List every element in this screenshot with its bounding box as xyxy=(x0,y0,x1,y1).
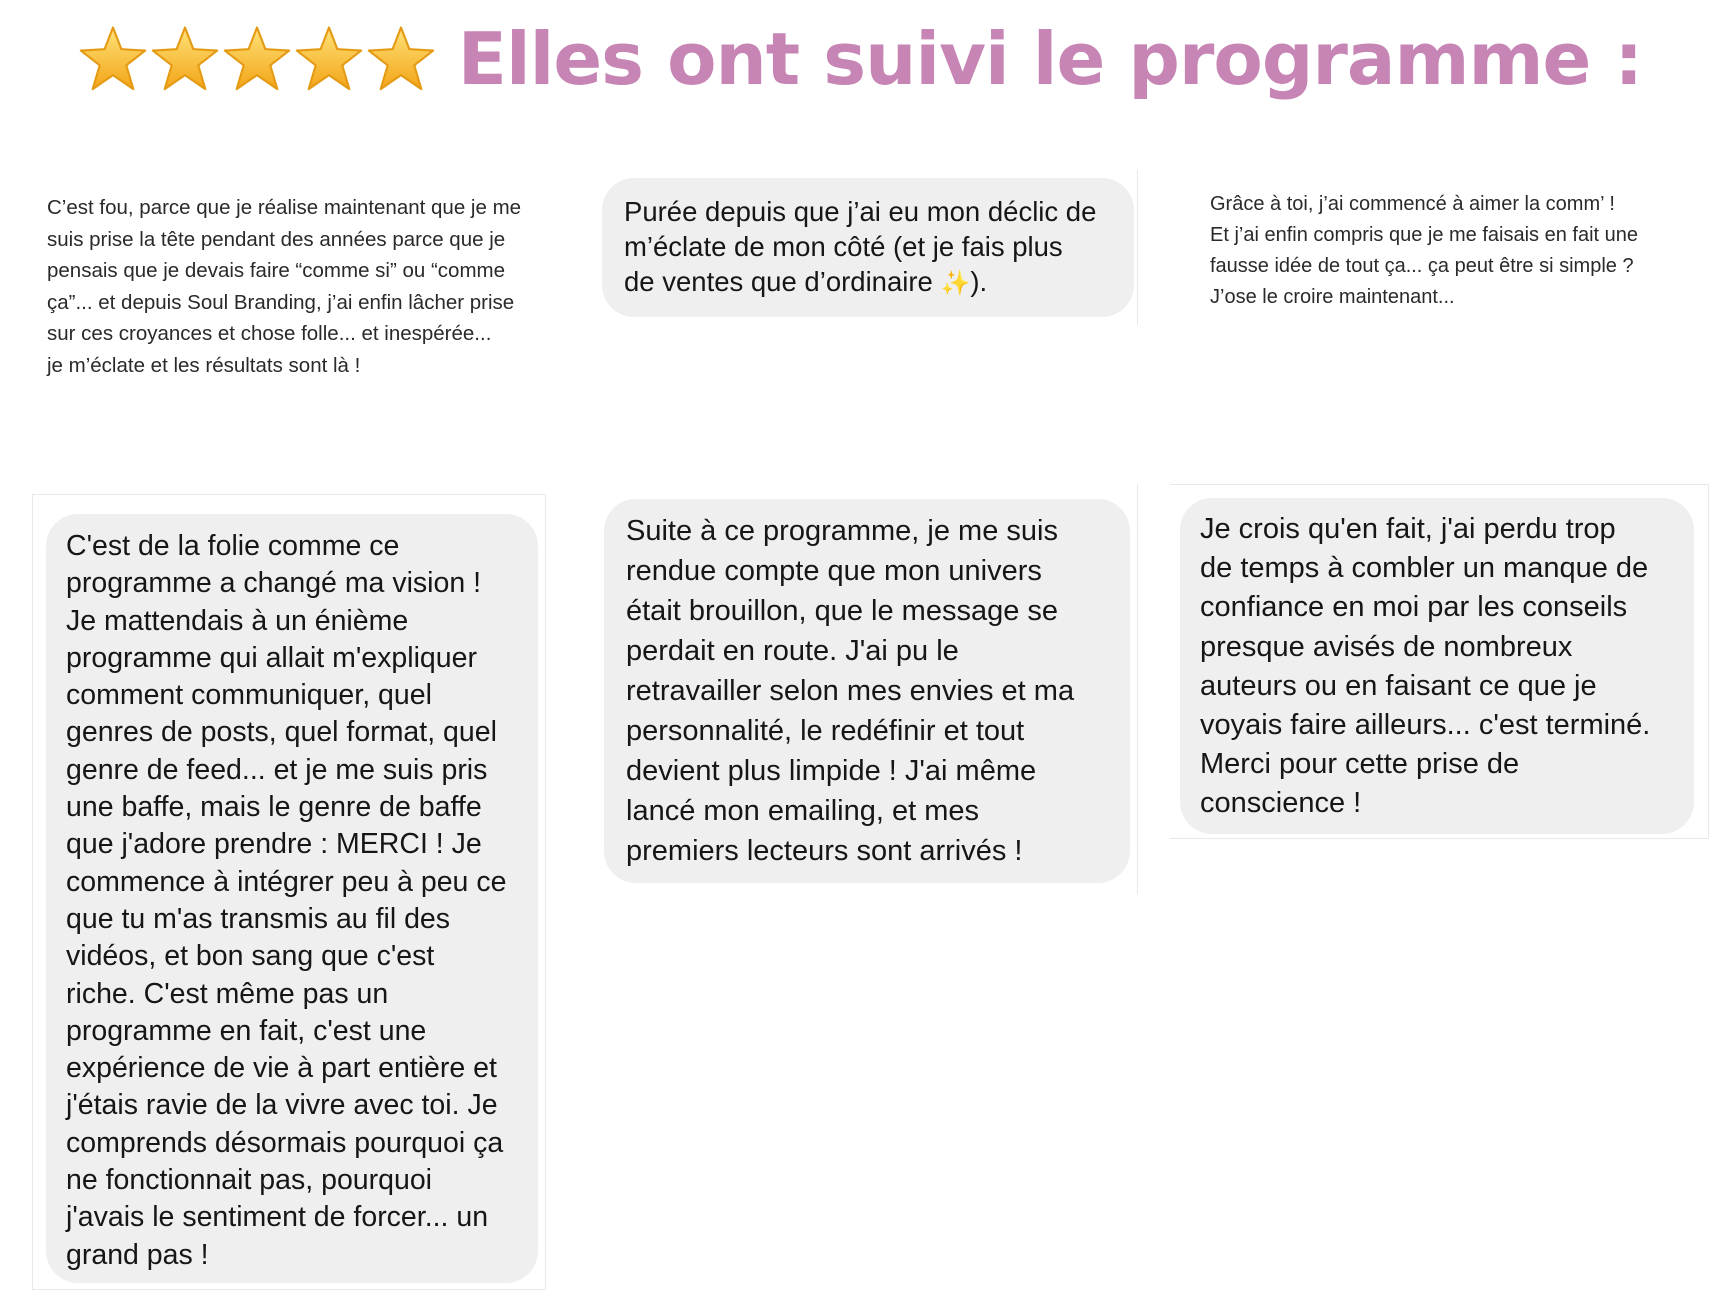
star-icon xyxy=(222,24,292,94)
testimonial-bubble-1-text: Purée depuis que j’ai eu mon déclic de m’éclate de mon côté (et je fais plus de ventes que d’ordinaire xyxy=(624,196,1097,297)
divider xyxy=(1137,484,1139,894)
star-icon xyxy=(150,24,220,94)
star-icon xyxy=(366,24,436,94)
sparkles-icon: ✨ xyxy=(940,270,971,297)
testimonial-plain-1: C’est fou, parce que je réalise maintenant que je me suis prise la tête pendant des années parce que je pensais que je devais faire “comme si” ou “comme ça”... et depuis Soul Branding, j’ai enfin lâcher prise sur ces croyances et chose folle... et inespérée... je m’éclate et les résultats sont là ! xyxy=(47,196,522,377)
testimonial-bubble-3: Suite à ce programme, je me suis rendue compte que mon univers était brouillon, que le message se perdait en route. J'ai pu le retravailler selon mes envies et ma personnalité, le redéfinir et tout devient plus limpide ! J'ai même lancé mon emailing, et mes premiers lecteurs sont arrivés ! xyxy=(604,499,1130,883)
star-icon xyxy=(78,24,148,94)
rating-stars xyxy=(78,24,436,94)
testimonial-bubble-1-end: ). xyxy=(970,266,988,297)
header xyxy=(0,14,1720,104)
testimonial-bubble-2: C'est de la folie comme ce programme a changé ma vision ! Je mattendais à un énième programme qui allait m'expliquer comment communiquer, quel genres de posts, quel format, quel genre de feed... et je me suis pris une baffe, mais le genre de baffe que j'adore prendre : MERCI ! Je commence à intégrer peu à peu ce que tu m'as transmis au fil des vidéos, et bon sang que c'est riche. C'est même pas un programme en fait, c'est une expérience de vie à part entière et j'étais ravie de la vivre avec toi. Je comprends désormais pourquoi ça ne fonctionnait pas, pourquoi j'avais le sentiment de forcer... un grand pas ! xyxy=(46,514,538,1283)
testimonial-bubble-4: Je crois qu'en fait, j'ai perdu trop de temps à combler un manque de confiance en moi par les conseils presque avisés de nombreux auteurs ou en faisant ce que je voyais faire ailleurs... c'est terminé. Merci pour cette prise de conscience ! xyxy=(1180,498,1694,834)
testimonial-plain-2: Grâce à toi, j’ai commencé à aimer la comm’ ! Et j’ai enfin compris que je me faisais en fait une fausse idée de tout ça... ça peut être si simple ? J’ose le croire maintenant... xyxy=(1210,193,1638,308)
page-title: Elles ont suivi le programme : xyxy=(457,17,1643,101)
testimonial-bubble-1 xyxy=(602,178,1134,317)
star-icon xyxy=(294,24,364,94)
divider xyxy=(1137,170,1139,325)
